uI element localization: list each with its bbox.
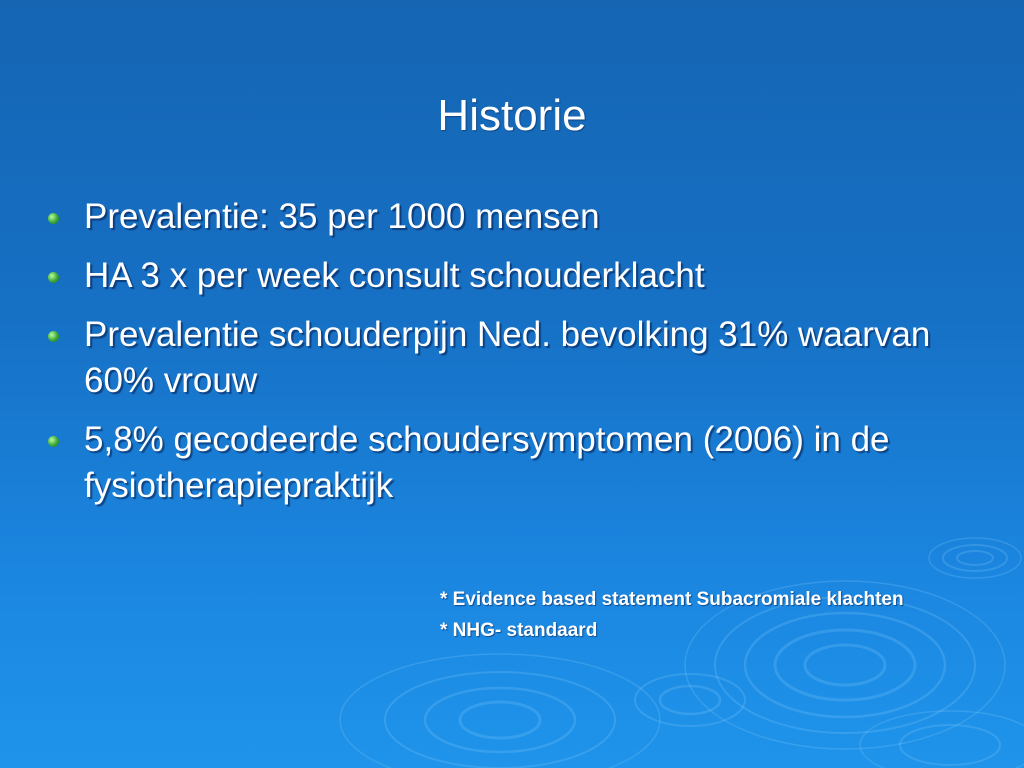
bullet-dot-icon [48, 213, 59, 224]
bullet-item [48, 194, 1008, 240]
bullet-item [48, 253, 1008, 299]
reference-line: * NHG- standaard [440, 620, 598, 641]
bullet-text: Prevalentie: 35 per 1000 mensen [84, 197, 600, 236]
bullet-text: 5,8% gecodeerde schoudersymptomen (2006) in de fysiotherapiepraktijk [84, 420, 890, 505]
bullet-list [48, 194, 1008, 522]
bullet-item [48, 312, 1008, 404]
bullet-dot-icon [48, 331, 59, 342]
bullet-text: Prevalentie schouderpijn Ned. bevolking 31% waarvan 60% vrouw [84, 315, 931, 400]
references [440, 584, 1000, 646]
bullet-dot-icon [48, 272, 59, 283]
slide-title: Historie [437, 91, 587, 140]
reference-line: * Evidence based statement Subacromiale klachten [440, 589, 904, 610]
bullet-dot-icon [48, 436, 59, 447]
bullet-item [48, 417, 1008, 509]
bullet-text: HA 3 x per week consult schouderklacht [84, 256, 705, 295]
